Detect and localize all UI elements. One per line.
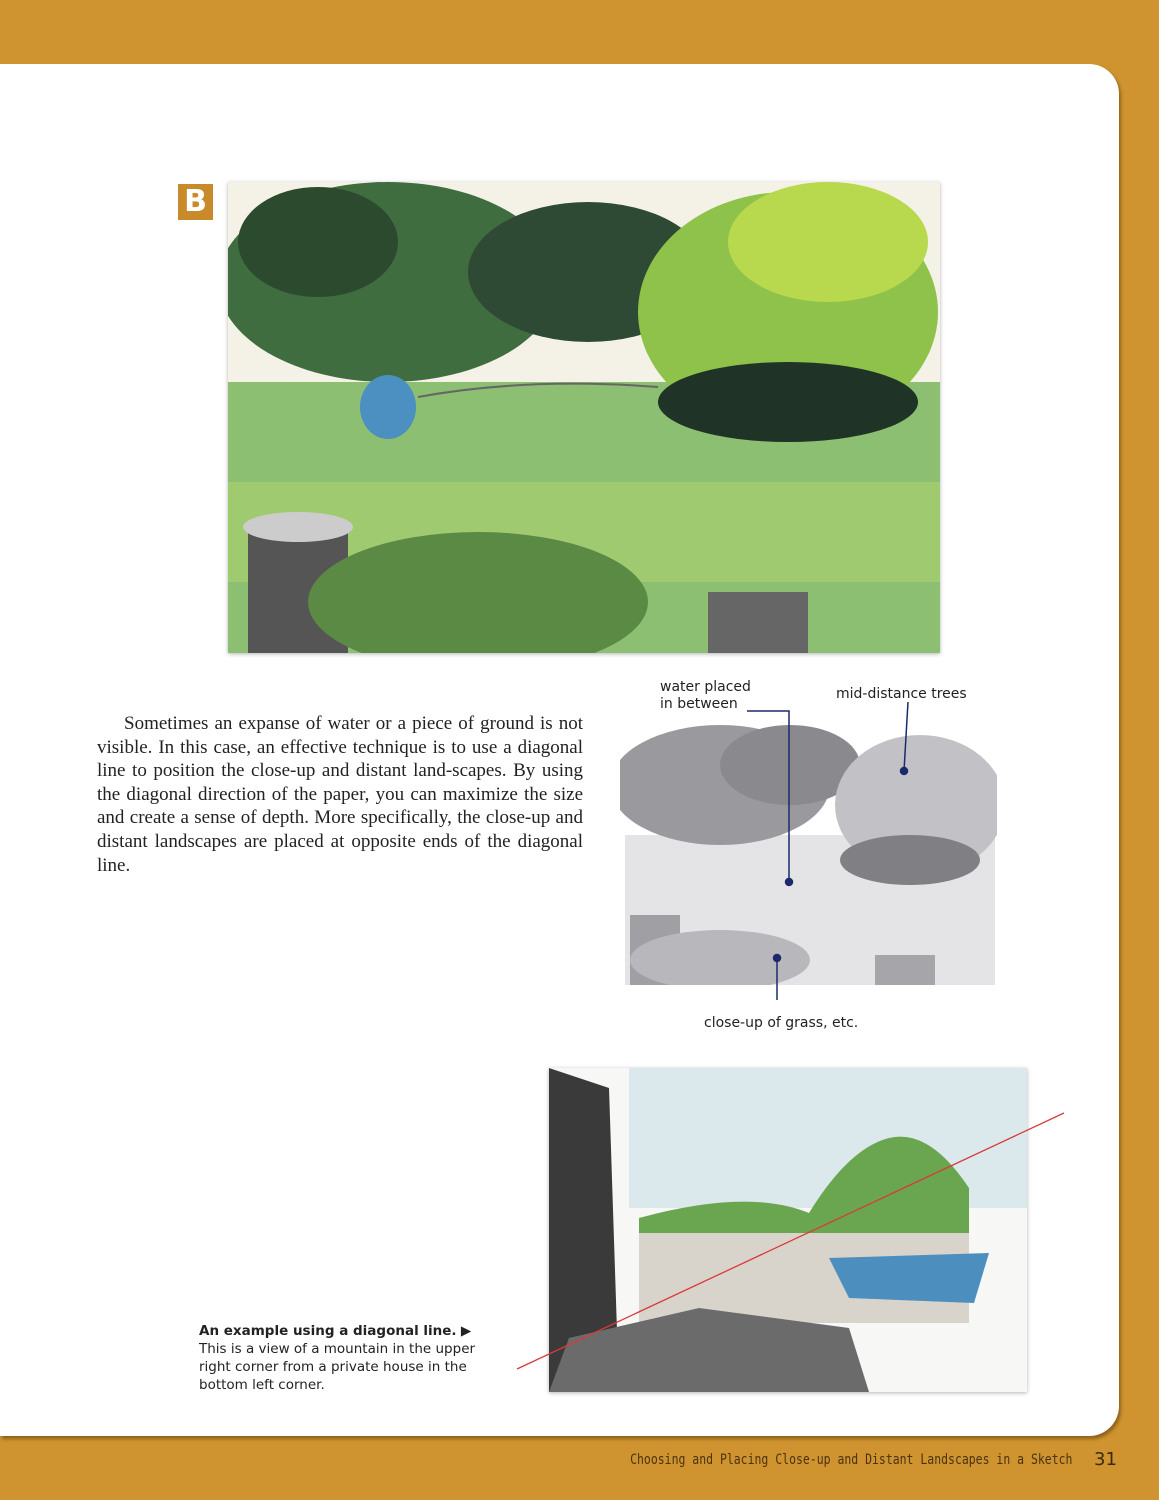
caption-title: An example using a diagonal line. bbox=[199, 1323, 457, 1339]
label-water-line2: in between bbox=[660, 696, 738, 712]
body-paragraph: Sometimes an expanse of water or a piece of ground is not visible. In this case, an effective technique is to use a diagonal line to position the close-up and distant land-scapes. By using the diagonal direction of the paper, you can maximize the size and create a sense of depth. More specifically, the close-up and distant landscapes are placed at opposite ends of the diagonal line. bbox=[97, 713, 583, 876]
caption-arrow-icon: ▶ bbox=[460, 1323, 472, 1339]
label-water-line1: water placed bbox=[660, 679, 751, 695]
page-number: 31 bbox=[1094, 1449, 1117, 1470]
figure-caption bbox=[199, 1322, 499, 1394]
label-close-up-grass: close-up of grass, etc. bbox=[704, 1015, 859, 1031]
caption-text: This is a view of a mountain in the upper right corner from a private house in the bottom left corner. bbox=[199, 1341, 476, 1393]
figure-badge: B bbox=[178, 184, 213, 220]
running-title: Choosing and Placing Close-up and Distant Landscapes in a Sketch bbox=[629, 1452, 1072, 1468]
label-mid-distance-trees: mid-distance trees bbox=[836, 686, 967, 702]
